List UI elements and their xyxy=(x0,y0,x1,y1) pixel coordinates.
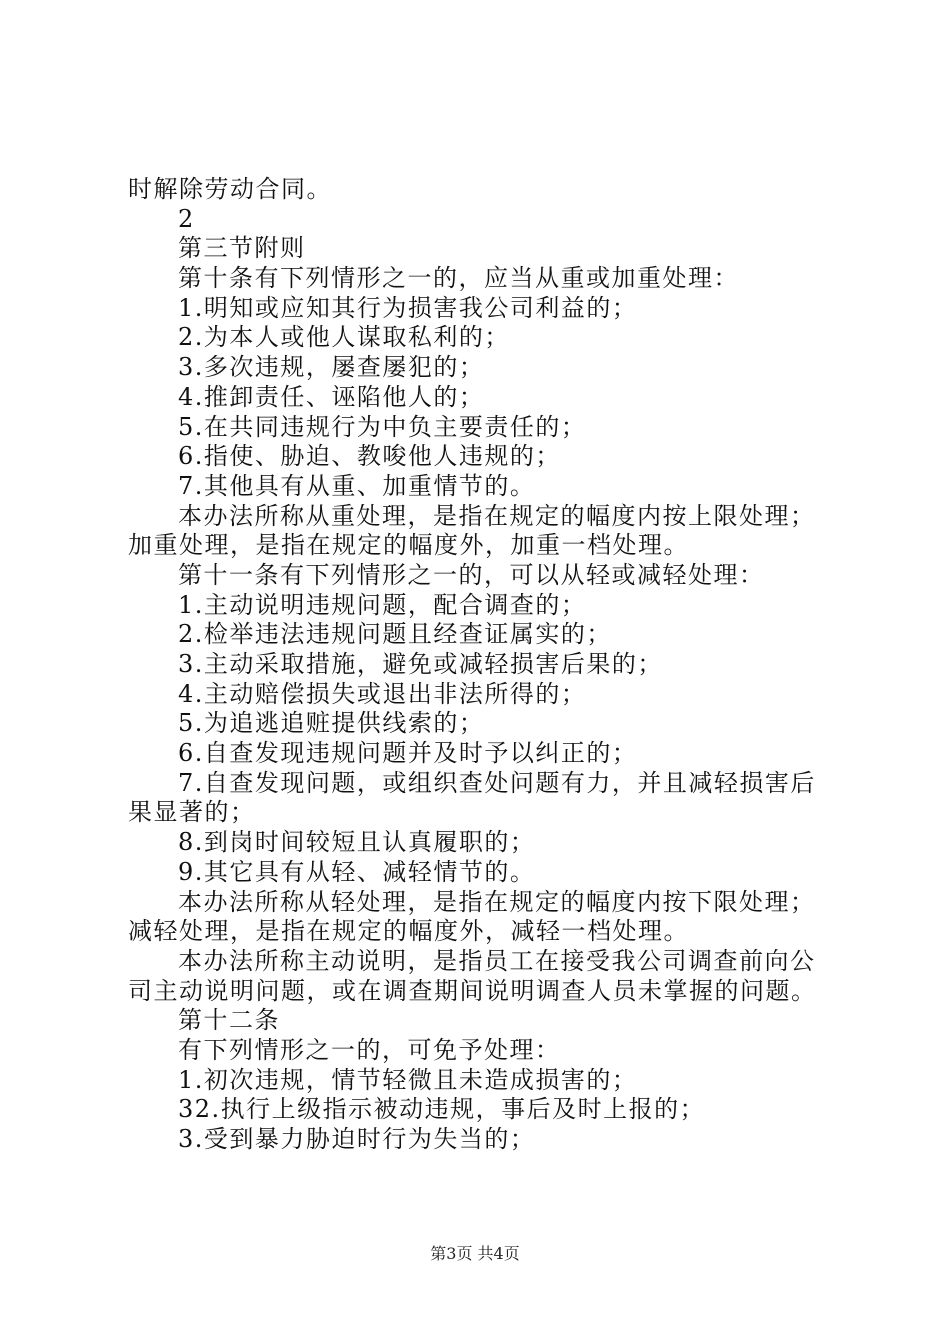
list-item: 32.执行上级指示被动违规，事后及时上报的； xyxy=(178,1095,706,1124)
list-item: 2.为本人或他人谋取私利的； xyxy=(178,323,510,352)
paragraph-line: 减轻处理，是指在规定的幅度外，减轻一档处理。 xyxy=(128,917,689,946)
list-item: 1.主动说明违规问题，配合调查的； xyxy=(178,590,587,619)
list-item: 6.指使、胁迫、教唆他人违规的； xyxy=(178,442,561,471)
page-footer xyxy=(0,1244,950,1264)
article-heading: 第十一条有下列情形之一的，可以从轻或减轻处理： xyxy=(178,560,765,589)
text-line: 时解除劳动合同。 xyxy=(128,175,332,203)
document-body xyxy=(128,175,833,1155)
article-heading: 第十二条 xyxy=(178,1006,280,1035)
article-heading: 第十条有下列情形之一的，应当从重或加重处理： xyxy=(178,264,739,293)
list-item: 7.自查发现问题，或组织查处问题有力，并且减轻损害后 xyxy=(178,768,816,797)
page-number-marker: 2 xyxy=(178,204,195,233)
list-item-continuation: 果显著的； xyxy=(128,798,256,827)
list-item: 5.在共同违规行为中负主要责任的； xyxy=(178,412,587,441)
list-item: 7.其他具有从重、加重情节的。 xyxy=(178,471,536,500)
list-item: 4.主动赔偿损失或退出非法所得的； xyxy=(178,679,587,708)
section-heading: 第三节附则 xyxy=(178,234,306,263)
list-item: 1.初次违规，情节轻微且未造成损害的； xyxy=(178,1065,638,1094)
paragraph-line: 本办法所称从重处理，是指在规定的幅度内按上限处理； xyxy=(178,501,816,530)
list-item: 8.到岗时间较短且认真履职的； xyxy=(178,828,536,857)
list-item: 6.自查发现违规问题并及时予以纠正的； xyxy=(178,739,638,768)
paragraph-line: 有下列情形之一的，可免予处理： xyxy=(178,1035,561,1064)
paragraph-line: 本办法所称主动说明，是指员工在接受我公司调查前向公 xyxy=(178,946,816,975)
paragraph-line: 加重处理，是指在规定的幅度外，加重一档处理。 xyxy=(128,531,689,560)
list-item: 4.推卸责任、诬陷他人的； xyxy=(178,382,485,411)
list-item: 1.明知或应知其行为损害我公司利益的； xyxy=(178,293,638,322)
paragraph-line: 司主动说明问题，或在调查期间说明调查人员未掌握的问题。 xyxy=(128,976,817,1005)
list-item: 3.多次违规，屡查屡犯的； xyxy=(178,353,485,382)
list-item: 2.检举违法违规问题且经查证属实的； xyxy=(178,620,612,649)
list-item: 5.为追逃追赃提供线索的； xyxy=(178,709,485,738)
page-counter: 第3页 共4页 xyxy=(430,1244,520,1263)
paragraph-line: 本办法所称从轻处理，是指在规定的幅度内按下限处理； xyxy=(178,887,816,916)
list-item: 3.受到暴力胁迫时行为失当的； xyxy=(178,1125,536,1153)
list-item: 3.主动采取措施，避免或减轻损害后果的； xyxy=(178,650,663,678)
list-item: 9.其它具有从轻、减轻情节的。 xyxy=(178,857,536,886)
